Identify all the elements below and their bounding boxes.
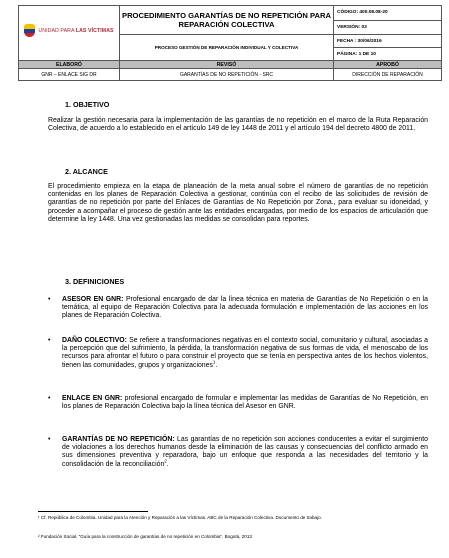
definition-body: Profesional encargado de dar la línea técnica en materia de Garantías de No Repetición o en la temática, al equipo de Reparación Colectiva para la adecuada formulación e implementación de las acciones en los planes de Reparación Colectiva. xyxy=(62,296,428,320)
footnote-divider xyxy=(38,511,148,512)
footnote-1: ¹ Cf. República de Colombia. Unidad para la Atención y Reparación a las Víctimas. ABC de la Reparación Colectiva. Documento de trabajo. xyxy=(38,515,322,520)
definition-term: ENLACE EN GNR: xyxy=(62,395,123,402)
elaboro-value: GNR – ENLACE SIG DR xyxy=(19,69,120,81)
footnote-ref: 1 xyxy=(212,359,216,365)
definition-term: DAÑO COLECTIVO: xyxy=(62,337,127,344)
definition-text xyxy=(62,296,428,321)
date-field: FECHA : 30/06/2016 xyxy=(334,35,442,48)
section-title-definiciones: 3. DEFINICIONES xyxy=(65,277,125,286)
definition-body: Se refiere a transformaciones negativas en el contexto social, comunitario y cultural, asociadas a la percepción que del sufrimiento, la pérdida, la transformación negativa de sus formas de vida, el menoscabo de los recursos para afrontar el futuro o para construir el proyecto que se tenía en perspectiva antes de los hechos violentos, tienen las comunidades, grupos y organizaciones xyxy=(62,337,428,369)
definition-term: GARANTÍAS DE NO REPETICIÓN: xyxy=(62,436,175,443)
definition-term: ASESOR EN GNR: xyxy=(62,296,124,303)
logo-text: UNIDAD PARA LAS VÍCTIMAS xyxy=(38,27,114,34)
definition-item xyxy=(48,436,428,469)
bullet-icon: • xyxy=(48,337,51,344)
definition-body: Las garantías de no repetición son acciones conducentes a evitar el surgimiento de violaciones a los derechos humanos desde la eliminación de las causas y consecuencias del conflicto armado en sus dimensiones preventiva y reparadora, bajo un enfoque que responda a las necesidades del territorio y la consolidación de la reconciliación xyxy=(62,436,428,468)
objetivo-paragraph: Realizar la gestión necesaria para la implementación de las garantías de no repetición en el marco de la Ruta Reparación Colectiva, de acuerdo a lo establecido en el artículo 149 de ley 1448 de 2011 y el artículo 194 del decreto 4800 de 2011. xyxy=(48,117,428,133)
alcance-paragraph: El procedimiento empieza en la etapa de planeación de la meta anual sobre el número de garantías de no repetición contenidas en los planes de Reparación Colectiva a gestionar, continúa con el recibo de las solicitudes de revisión de garantías de no repetición por parte del Enlaces de Garantías de No Repetición por Zona., para evaluar su idoneidad, y proceder a acompañar el proceso de gestión ante las entidades encargadas, por medio de los espacios de articulación que determine la ley 1448. Una vez gestionadas las medidas se consolidan para reportes. xyxy=(48,183,428,223)
logo-cell xyxy=(19,6,120,61)
section-title-alcance: 2. ALCANCE xyxy=(65,167,108,176)
document-title: PROCEDIMIENTO GARANTÍAS DE NO REPETICIÓN PARA REPARACIÓN COLECTIVA xyxy=(120,6,334,35)
code-field: CÓDIGO: 400.08.08-20 xyxy=(334,6,442,21)
definition-item xyxy=(48,296,428,321)
page-number-field: PÁGINA: 1 DE 10 xyxy=(334,48,442,61)
bullet-icon: • xyxy=(48,296,51,303)
section-title-objetivo: 1. OBJETIVO xyxy=(65,100,110,109)
footnote-ref: 2 xyxy=(164,458,167,464)
definition-text: GARANTÍAS DE NO REPETICIÓN: Las garantías de no repetición son acciones conducentes a evitar el surgimiento de violaciones a los derechos humanos desde la eliminación de las causas y consecuencias del conflicto armado en sus dimensiones preventiva y reparadora, bajo un enfoque que responda a las necesidades del territorio y la consolidación de la reconciliación$^2$. xyxy=(62,436,428,468)
colombia-seal-icon xyxy=(24,24,35,37)
definition-text xyxy=(62,395,428,411)
aprobo-value: DIRECCIÓN DE REPARACIÓN xyxy=(334,69,442,81)
reviso-value: GARANTÍAS DE NO REPETICIÓN - SRC xyxy=(120,69,334,81)
definition-item xyxy=(48,337,428,370)
bullet-icon: • xyxy=(48,436,51,443)
reviso-header: REVISÓ xyxy=(120,61,334,69)
elaboro-header: ELABORÓ xyxy=(19,61,120,69)
bullet-icon: • xyxy=(48,395,51,402)
document-header-table xyxy=(18,5,442,81)
footnote-2: ² Fundación Social, "Guía para la construcción de garantías de no repetición en Colombia". Bogotá, 2013 xyxy=(38,534,252,539)
definition-item xyxy=(48,395,428,411)
definition-text: DAÑO COLECTIVO: Se refiere a transformaciones negativas en el contexto social, comunitario y cultural, asociadas a la percepción que del sufrimiento, la pérdida, la transformación negativa de sus formas de vida, el menoscabo de los recursos para afrontar el futuro o para construir el proyecto que se tenía en perspectiva antes de los hechos violentos, tienen las comunidades, grupos y organizaciones$^1$. xyxy=(62,337,428,369)
aprobo-header: APROBÓ xyxy=(334,61,442,69)
process-name: PROCESO GESTIÓN DE REPARACIÓN INDIVIDUAL Y COLECTIVA xyxy=(120,35,334,61)
version-field: VERSIÓN: 02 xyxy=(334,20,442,35)
unidad-victimas-logo xyxy=(24,24,113,37)
definition-body: profesional encargado de formular e implementar las medidas de Garantías de No Repetición, en los planes de Reparación Colectiva bajo la línea técnica del Asesor en GNR. xyxy=(62,395,428,411)
